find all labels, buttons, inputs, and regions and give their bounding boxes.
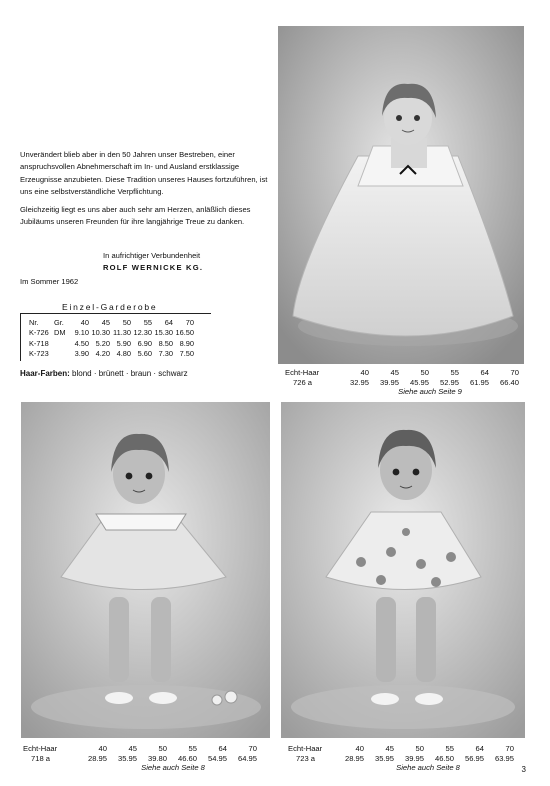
table-cell: 5.90: [116, 338, 131, 348]
size-cell: 50: [420, 367, 429, 377]
garderobe-header-cell: 55: [143, 317, 152, 327]
table-cell: 4.20: [95, 349, 110, 359]
signature-closing: In aufrichtiger Verbundenheit: [103, 251, 201, 260]
page-number: 3: [521, 765, 526, 774]
model-number: 726 a: [293, 377, 313, 387]
doll-photo-718: [21, 402, 270, 738]
table-cell: 5.20: [95, 338, 110, 348]
table-cell: 11.30: [113, 328, 131, 338]
price-cell: 39.80: [147, 753, 167, 763]
see-also-note: Siehe auch Seite 9: [398, 387, 462, 396]
signature-company: ROLF WERNICKE KG.: [103, 263, 204, 272]
size-cell: 50: [158, 743, 167, 753]
table-cell: 10.30: [91, 328, 110, 338]
hair-colors-list: blond · brünett · braun · schwarz: [72, 369, 188, 378]
date-line: Im Sommer 1962: [20, 277, 79, 286]
price-cell: 46.50: [434, 753, 454, 763]
price-cell: 66.40: [499, 377, 519, 387]
size-cell: 40: [355, 743, 364, 753]
price-cell: 28.95: [87, 753, 107, 763]
price-cell: 35.95: [117, 753, 137, 763]
price-cell: 61.95: [469, 377, 489, 387]
table-cell: 9.10: [74, 328, 89, 338]
table-cell: 7.50: [179, 349, 194, 359]
size-cell: 64: [218, 743, 227, 753]
table-cell: [54, 349, 72, 360]
table-cell: 12.30: [133, 328, 152, 338]
table-cell: 7.30: [158, 349, 173, 359]
price-cell: 45.95: [409, 377, 429, 387]
garderobe-header-cell: 64: [164, 317, 173, 327]
intro-paragraph-1: Unverändert blieb aber in den 50 Jahren unser Bestreben, einer anspruchsvollen Abnehmerschaft im In- und Ausland erstklassige Erzeugnisse anzubieten. Diese Tradition unseres Hauses fortzuführen, ist uns eine selbstverständliche Verpflichtung.: [20, 150, 268, 196]
price-cell: 46.60: [177, 753, 197, 763]
price-row-sizes: [288, 743, 514, 753]
price-cell: 63.95: [494, 753, 514, 763]
see-also-note: Siehe auch Seite 8: [141, 763, 205, 772]
garderobe-header-cell: 50: [122, 317, 131, 327]
doll-photo-723-image: [281, 402, 525, 738]
table-cell: 5.60: [137, 349, 152, 359]
table-cell: 3.90: [74, 349, 89, 359]
price-block-723: [288, 743, 528, 772]
table-cell: 4.80: [116, 349, 131, 359]
table-cell: K-723: [29, 349, 49, 359]
table-row: [21, 328, 194, 339]
price-row-values: [23, 753, 257, 763]
doll-photo-718-image: [21, 402, 270, 738]
table-row: [21, 349, 194, 360]
table-row: [21, 338, 194, 349]
garderobe-header-row: [21, 317, 194, 328]
table-cell: K-718: [29, 338, 49, 348]
price-row-values: [288, 753, 514, 763]
price-cell: 39.95: [379, 377, 399, 387]
size-cell: 40: [98, 743, 107, 753]
signature: [103, 250, 203, 274]
table-cell: DM: [54, 328, 66, 338]
table-cell: 8.90: [179, 338, 194, 348]
hair-colors: [20, 369, 188, 378]
price-cell: 32.95: [349, 377, 369, 387]
table-cell: [54, 338, 72, 349]
size-cell: 45: [385, 743, 394, 753]
size-cell: 50: [415, 743, 424, 753]
price-cell: 35.95: [374, 753, 394, 763]
size-cell: 70: [510, 367, 519, 377]
garderobe-title: Einzel-Garderobe: [62, 302, 158, 312]
table-cell: 16.50: [175, 328, 194, 338]
size-cell: 45: [128, 743, 137, 753]
intro-paragraph-2: Gleichzeitig liegt es uns aber auch sehr am Herzen, anläßlich dieses Jubiläums unseren Freunden für ihre langjährige Treue zu danken.: [20, 205, 251, 227]
doll-photo-723: [281, 402, 525, 738]
price-block-718: [23, 743, 273, 772]
table-cell: 15.30: [154, 328, 173, 338]
size-cell: 64: [480, 367, 489, 377]
price-row-sizes: [23, 743, 257, 753]
model-number: 723 a: [296, 753, 316, 763]
price-row-values: [285, 377, 519, 387]
garderobe-table: [20, 313, 211, 361]
hair-type: Echt-Haar: [285, 367, 320, 377]
garderobe-header-cell: 70: [185, 317, 194, 327]
price-cell: 54.95: [207, 753, 227, 763]
size-cell: 45: [390, 367, 399, 377]
see-also-note: Siehe auch Seite 8: [396, 763, 460, 772]
doll-photo-726-image: [278, 26, 524, 364]
table-cell: 6.90: [137, 338, 152, 348]
price-block-726: [285, 367, 525, 396]
size-cell: 64: [475, 743, 484, 753]
garderobe-header-cell: 45: [101, 317, 110, 327]
hair-type: Echt-Haar: [288, 743, 323, 753]
price-row-sizes: [285, 367, 519, 377]
doll-photo-726: [278, 26, 524, 364]
size-cell: 70: [248, 743, 257, 753]
price-cell: 39.95: [404, 753, 424, 763]
hair-colors-label: Haar-Farben:: [20, 369, 70, 378]
garderobe-header-cell: 40: [80, 317, 89, 327]
size-cell: 70: [505, 743, 514, 753]
table-cell: K-726: [29, 328, 49, 338]
size-cell: 55: [445, 743, 454, 753]
table-cell: 4.50: [74, 338, 89, 348]
model-number: 718 a: [31, 753, 51, 763]
intro-text: [20, 149, 270, 235]
table-cell: 8.50: [158, 338, 173, 348]
garderobe-header-cell: Gr.: [54, 317, 64, 327]
size-cell: 40: [360, 367, 369, 377]
price-cell: 52.95: [439, 377, 459, 387]
price-cell: 28.95: [344, 753, 364, 763]
garderobe-header-cell: Nr.: [29, 317, 39, 327]
price-cell: 56.95: [464, 753, 484, 763]
size-cell: 55: [450, 367, 459, 377]
hair-type: Echt-Haar: [23, 743, 58, 753]
size-cell: 55: [188, 743, 197, 753]
price-cell: 64.95: [237, 753, 257, 763]
